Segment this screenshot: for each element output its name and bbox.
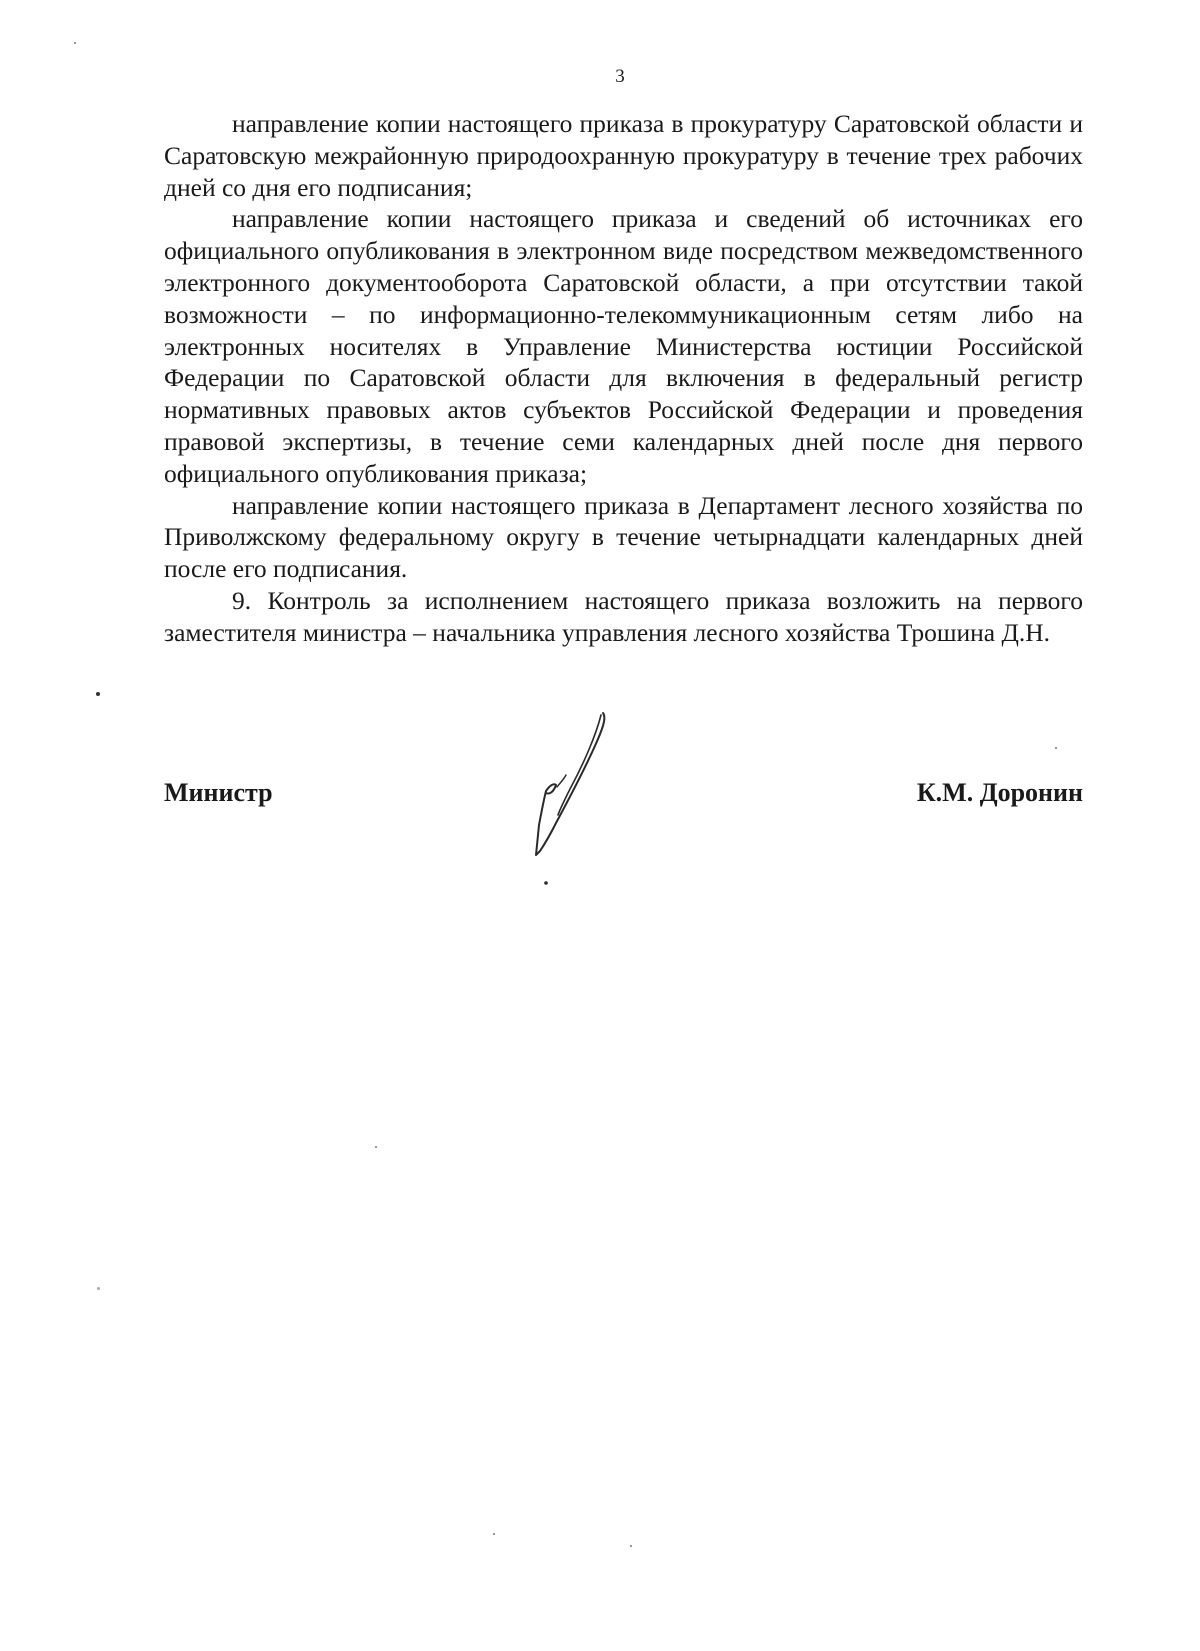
paragraph-prosecutor-copy: направление копии настоящего приказа в прокуратуру Саратовской области и Саратовскую межрайонную природоохранную прокуратуру в течение трех рабочих дней со дня его подписания; (164, 109, 1083, 202)
page-number: 3 (615, 66, 625, 87)
paragraph-control-clause: 9. Контроль за исполнением настоящего приказа возложить на первого заместителя министра – начальника управления лесного хозяйства Трошина Д.Н. (164, 585, 1083, 647)
scan-speck (375, 1146, 377, 1148)
scan-speck (630, 1545, 632, 1547)
scan-speck (493, 1533, 495, 1535)
paragraph-forestry-department-copy: направление копии настоящего приказа в Департамент лесного хозяйства по Приволжскому федеральному округу в течение четырнадцати календарных дней после его подписания. (164, 490, 1083, 584)
scan-speck (97, 1287, 100, 1290)
scan-speck (96, 692, 100, 696)
handwritten-signature (500, 705, 640, 885)
signatory-name: К.М. Доронин (916, 778, 1083, 807)
scan-speck (74, 42, 76, 44)
signatory-title: Министр (164, 778, 273, 807)
document-body (164, 108, 1083, 649)
scan-speck (1055, 747, 1057, 749)
paragraph-justice-ministry-copy: направление копии настоящего приказа и сведений об источниках его официального опубликования в электронном виде посредством межведомственного электронного документооборота Саратовской области, а при отсутствии такой возможности – по информационно-телекоммуникационным сетям либо на электронных носителях в Управление Министерства юстиции Российской Федерации по Саратовской области для включения в федеральный регистр нормативных правовых актов субъектов Российской Федерации и проведения правовой экспертизы, в течение семи календарных дней после дня первого официального опубликования приказа; (164, 204, 1083, 488)
